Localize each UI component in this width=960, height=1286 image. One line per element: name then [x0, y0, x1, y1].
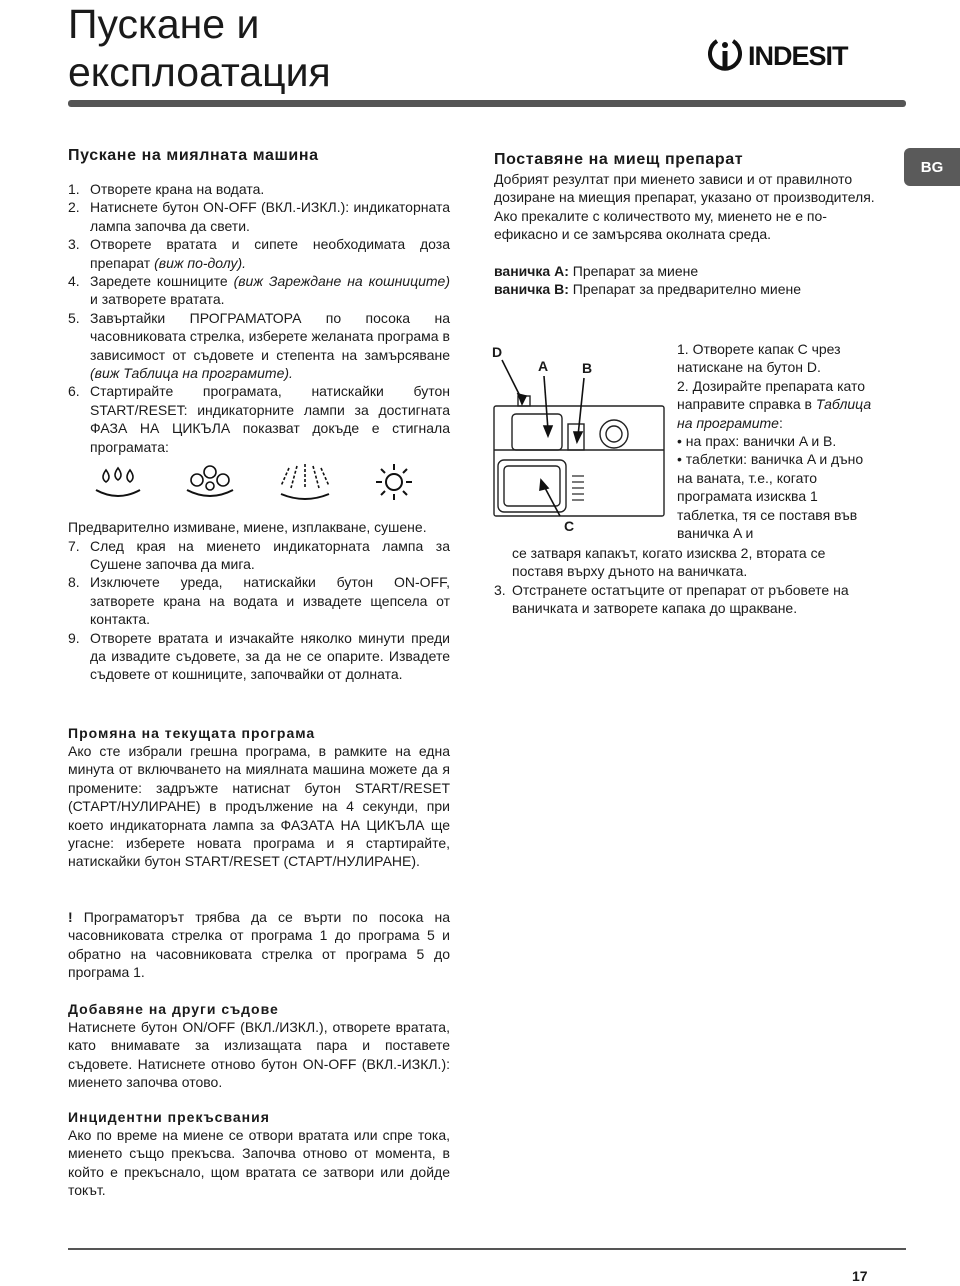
dispenser-steps [677, 340, 878, 542]
interrupt-section [68, 1108, 450, 1200]
footer-rule [68, 1248, 906, 1250]
step-4: 4. Заредете кошниците (виж Зареждане на кошниците) и затворете вратата. [68, 273, 450, 308]
step-6: 6. Стартирайте програмата, натискайки бутон START/RESET: индикаторните лампи за достигната ФАЗА НА ЦИКЪЛА показват докъде е стигнала програмата: [68, 383, 450, 455]
wash-icon [183, 462, 237, 502]
label-c: C [564, 518, 575, 534]
start-heading: Пускане на миялната машина [68, 147, 319, 164]
change-heading: Промяна на текущата програма [68, 725, 316, 741]
start-steps-continued [68, 537, 450, 684]
label-a: A [538, 358, 549, 374]
brand-logo [708, 36, 848, 76]
change-section [68, 724, 450, 871]
step-8: 8. Изключете уреда, натискайки бутон ON-OFF, затворете крана на водата и извадете щепсела от контакта. [68, 574, 450, 628]
phase-caption: Предварително измиване, миене, изплакване, сушене. [68, 519, 427, 536]
interrupt-text: Ако по време на миене се отвори вратата или спре тока, миенето също прекъсва. Започва отново от момента, в който е прекъснало, щом вратата се затвори или дойде токът. [68, 1127, 450, 1199]
start-steps [68, 180, 450, 456]
add-text: Натиснете бутон ON/OFF (ВКЛ./ИЗКЛ.), отворете вратата, като внимавате за излизащата пара и поставете съдовете. Натиснете отново бутон ON-OFF (ВКЛ.-ИЗКЛ.): миенето започва отово. [68, 1019, 450, 1091]
warning-section [68, 908, 450, 982]
header-rule [68, 100, 906, 107]
detergent-intro: Добрият резултат при миенето зависи и от правилното дозиране на миещия препарат, указано от производителя. Ако прекалите с количеството му, миенето не е по-ефикасно и се замърсява околната среда. [494, 171, 875, 243]
bullet-powder: • на прах: ванички A и B. [677, 433, 837, 450]
detergent-heading: Поставяне на миещ препарат [494, 151, 744, 168]
rinse-icon [277, 462, 333, 502]
step-9: 9. Отворете вратата и изчакайте няколко минути преди да извадите съдовете, за да не се опарите. Извадете съдовете от кошниците, започвайки от долната. [68, 629, 450, 683]
page-number: 17 [852, 1268, 868, 1284]
dispenser-step-2-continued: се затваря капакът, когато изисква 2, втората се поставя върху дъното на ваничката. [512, 545, 826, 580]
dispenser-step-2: 2. Дозирайте препарата като направите справка в Таблица на програмите: [677, 377, 872, 431]
step-5: 5. Завъртайки ПРОГРАМАТОРА по посока на часовниковата стрелка, изберете желаната програма в зависимост от съдовете и степента на замърсяване (виж Таблица на програмите). [68, 309, 450, 382]
start-section [68, 146, 450, 684]
step-2: 2. Натиснете бутон ON-OFF (ВКЛ.-ИЗКЛ.): индикаторната лампа започва да свети. [68, 199, 450, 234]
label-d: D [492, 344, 503, 360]
step-3: 3. Отворете вратата и сипете необходимата доза препарат (виж по-долу). [68, 236, 450, 271]
step-1: 1. Отворете крана на водата. [68, 181, 265, 197]
dispenser-steps-continued [494, 544, 878, 618]
dry-icon [372, 462, 416, 502]
change-text: Ако сте избрали грешна програма, в рамките на една минута от включването на миялната машина можете да я промените: задръжте натиснат бутон START/RESET (СТАРТ/НУЛИРАНЕ) в продължение на 4 секунди, при което индикаторната лампа за ФАЗАТА НА ЦИКЪЛА ще угасне: изберете новата програма и я стартирайте, натискайки бутон START/RESET (СТАРТ/НУЛИРАНЕ). [68, 743, 450, 870]
warning-mark: ! [68, 909, 73, 925]
title-line-1: Пускане и [68, 1, 260, 47]
title-line-2: експлоатация [68, 49, 331, 95]
brand-name: INDESIT [748, 40, 848, 71]
tray-b-line: ваничка B: Препарат за предварително миене [494, 281, 802, 298]
language-tab: BG [904, 148, 960, 186]
warning-text: ! Програматорът трябва да се върти по посока на часовниковата стрелка от програма 1 до програма 5 и обратно на часовниковата стрелка от програма 5 до програма 1. [68, 909, 450, 981]
interrupt-heading: Инцидентни прекъсвания [68, 1109, 270, 1125]
step-7: 7. След края на миенето индикаторната лампа за Сушене започва да мига. [68, 537, 450, 572]
dispenser-diagram [488, 340, 672, 540]
brand-mark-icon [708, 37, 742, 75]
tray-a-line: ваничка A: Препарат за миене [494, 262, 699, 279]
dispenser-step-3: 3. Отстранете остатъците от препарат от ръбовете на ваничката и затворете капака до щракване. [494, 581, 849, 617]
prewash-icon [92, 462, 144, 502]
bullet-tablets: • таблетки: ваничка A и дъно на ваната, т.е., когато програмата изисква 1 таблетка, тя се поставя във ваничка A и [677, 451, 864, 542]
add-section [68, 1000, 450, 1092]
dispenser-step-1: 1. Отворете капак C чрез натискане на бутон D. [677, 341, 841, 376]
page-title [68, 0, 331, 96]
detergent-section [494, 150, 878, 298]
label-b: B [582, 360, 593, 376]
dispenser-drawing [488, 340, 672, 540]
add-heading: Добавяне на други съдове [68, 1001, 279, 1017]
phase-icons [68, 456, 450, 512]
